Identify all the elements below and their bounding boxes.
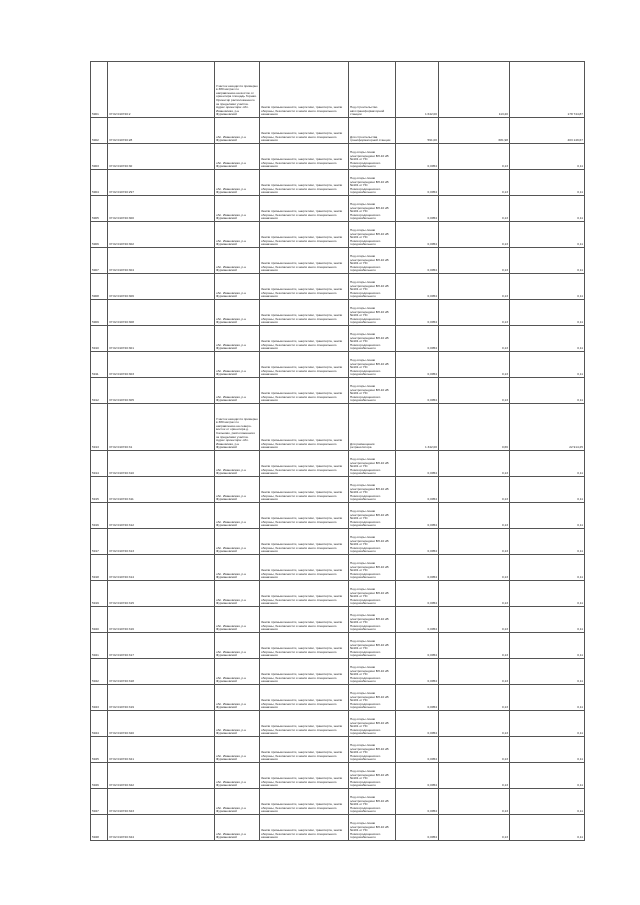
value-cell: 0,11	[510, 503, 585, 529]
rate-cell: 0,13	[439, 815, 510, 841]
value-cell: 0,11	[510, 326, 585, 352]
value-cell: 0,11	[510, 685, 585, 711]
land-category-cell: Земли промышленности, энергетики, транспорта, земли обороны, безопасности и земли иного специального назначения	[260, 300, 349, 326]
table-row	[91, 274, 585, 300]
address-cell: обл. Ивановская, р-н Фурмановский	[215, 352, 260, 378]
area-cell: 0,0054	[396, 555, 439, 581]
row-number-cell: 5916	[91, 503, 108, 529]
table-row	[91, 763, 585, 789]
cadastral-number-cell: 37:02:010720:316	[108, 607, 215, 633]
table-row	[91, 737, 585, 763]
address-cell: обл. Ивановская, р-н Фурмановский	[215, 529, 260, 555]
cadastral-number-cell: 37:02:010720:28	[108, 118, 215, 144]
table-row	[91, 118, 585, 144]
value-cell: 0,11	[510, 555, 585, 581]
rate-cell: 0,13	[439, 170, 510, 196]
cadastral-number-cell: 37:02:010720:313	[108, 529, 215, 555]
permitted-use-cell: Под опоры линии электропередачи ВЛ-10 кВ №101 от ПС Новогородищенского городокабельного	[349, 711, 396, 737]
land-category-cell: Земли промышленности, энергетики, транспорта, земли обороны, безопасности и земли иного специального назначения	[260, 737, 349, 763]
value-cell: 0,11	[510, 222, 585, 248]
rate-cell: 0,13	[439, 633, 510, 659]
row-number-cell: 5915	[91, 477, 108, 503]
cadastral-number-cell: 37:02:010720:297	[108, 170, 215, 196]
address-cell: обл. Ивановская, р-н Фурмановский	[215, 248, 260, 274]
address-cell: обл. Ивановская, р-н Фурмановский	[215, 633, 260, 659]
row-number-cell: 5911	[91, 352, 108, 378]
table-row	[91, 789, 585, 815]
table-row	[91, 529, 585, 555]
rate-cell: 0,13	[439, 352, 510, 378]
value-cell: 0,11	[510, 737, 585, 763]
cadastral-number-cell: 37:02:010720:2	[108, 62, 215, 118]
area-cell: 1 642,00	[396, 62, 439, 118]
permitted-use-cell: Под строительство автотрансформаторной станции	[349, 62, 396, 118]
land-category-cell: Земли промышленности, энергетики, транспорта, земли обороны, безопасности и земли иного специального назначения	[260, 685, 349, 711]
rate-cell: 681,98	[439, 118, 510, 144]
address-cell: обл. Ивановская, р-н Фурмановский	[215, 326, 260, 352]
rate-cell: 0,13	[439, 274, 510, 300]
cadastral-number-cell: 37:02:010720:308	[108, 300, 215, 326]
row-number-cell: 5903	[91, 144, 108, 170]
cadastral-number-cell: 37:02:010720:320	[108, 711, 215, 737]
address-cell: обл. Ивановская, р-н Фурмановский	[215, 378, 260, 404]
row-number-cell: 5918	[91, 555, 108, 581]
cadastral-number-cell: 37:02:010720:306	[108, 274, 215, 300]
value-cell: 0,11	[510, 248, 585, 274]
row-number-cell: 5914	[91, 451, 108, 477]
permitted-use-cell: Под опоры линии электропередачи ВЛ-10 кВ №101 от ПС Новогородищенского городокабельного	[349, 326, 396, 352]
area-cell: 0,0054	[396, 144, 439, 170]
land-category-cell: Земли промышленности, энергетики, транспорта, земли обороны, безопасности и земли иного специального назначения	[260, 607, 349, 633]
area-cell: 0,0054	[396, 529, 439, 555]
row-number-cell: 5908	[91, 274, 108, 300]
land-category-cell: Земли промышленности, энергетики, транспорта, земли обороны, безопасности и земли иного специального назначения	[260, 659, 349, 685]
row-number-cell: 5926	[91, 763, 108, 789]
cadastral-number-cell: 37:02:010720:31	[108, 404, 215, 451]
area-cell: 0,0054	[396, 685, 439, 711]
rate-cell: 0,13	[439, 222, 510, 248]
table-row	[91, 352, 585, 378]
row-number-cell: 5901	[91, 62, 108, 118]
land-category-cell: Земли промышленности, энергетики, транспорта, земли обороны, безопасности и земли иного специального назначения	[260, 815, 349, 841]
cadastral-number-cell: 37:02:010720:311	[108, 477, 215, 503]
table-row	[91, 555, 585, 581]
address-cell: обл. Ивановская, р-н Фурмановский	[215, 659, 260, 685]
row-number-cell: 5905	[91, 196, 108, 222]
area-cell: 0,0054	[396, 815, 439, 841]
rate-cell: 0,13	[439, 300, 510, 326]
table-row	[91, 451, 585, 477]
table-row	[91, 300, 585, 326]
permitted-use-cell: Для размещения ретранслятора	[349, 404, 396, 451]
permitted-use-cell: Под опоры линии электропередачи ВЛ-10 кВ №101 от ПС Новогородищенского городокабельного	[349, 222, 396, 248]
permitted-use-cell: Под опоры линии электропередачи ВЛ-10 кВ №101 от ПС Новогородищенского городокабельного	[349, 607, 396, 633]
area-cell: 0,0054	[396, 300, 439, 326]
land-category-cell: Земли промышленности, энергетики, транспорта, земли обороны, безопасности и земли иного специального назначения	[260, 144, 349, 170]
table-row	[91, 170, 585, 196]
permitted-use-cell: Под опоры линии электропередачи ВЛ-10 кВ №101 от ПС Новогородищенского городокабельного	[349, 503, 396, 529]
address-cell: обл. Ивановская, р-н Фурмановский	[215, 503, 260, 529]
address-cell: обл. Ивановская, р-н Фурмановский	[215, 555, 260, 581]
address-cell: обл. Ивановская, р-н Фурмановский	[215, 711, 260, 737]
row-number-cell: 5919	[91, 581, 108, 607]
land-category-cell: Земли промышленности, энергетики, транспорта, земли обороны, безопасности и земли иного специального назначения	[260, 326, 349, 352]
area-cell: 0,0054	[396, 222, 439, 248]
cadastral-number-cell: 37:02:010720:305	[108, 378, 215, 404]
permitted-use-cell: Под опоры линии электропередачи ВЛ-10 кВ №101 от ПС Новогородищенского городокабельного	[349, 529, 396, 555]
land-category-cell: Земли промышленности, энергетики, транспорта, земли обороны, безопасности и земли иного специального назначения	[260, 555, 349, 581]
rate-cell: 0,13	[439, 326, 510, 352]
permitted-use-cell: Под опоры линии электропередачи ВЛ-10 кВ №101 от ПС Новогородищенского городокабельного	[349, 581, 396, 607]
value-cell: 178 744,87	[510, 62, 585, 118]
value-cell: 0,11	[510, 170, 585, 196]
cadastral-number-cell: 37:02:010720:302	[108, 222, 215, 248]
permitted-use-cell: Под опоры линии электропередачи ВЛ-10 кВ №101 от ПС Новогородищенского городокабельного	[349, 763, 396, 789]
land-category-cell: Земли промышленности, энергетики, транспорта, земли обороны, безопасности и земли иного специального назначения	[260, 404, 349, 451]
land-category-cell: Земли промышленности, энергетики, транспорта, земли обороны, безопасности и земли иного специального назначения	[260, 763, 349, 789]
table-row	[91, 144, 585, 170]
table-row	[91, 62, 585, 118]
address-cell: обл. Ивановская, р-н Фурмановский	[215, 763, 260, 789]
table-row	[91, 378, 585, 404]
row-number-cell: 5917	[91, 529, 108, 555]
land-category-cell: Земли промышленности, энергетики, транспорта, земли обороны, безопасности и земли иного специального назначения	[260, 633, 349, 659]
value-cell: 0,11	[510, 196, 585, 222]
address-cell: обл. Ивановская, р-н Фурмановский	[215, 737, 260, 763]
value-cell: 0,11	[510, 144, 585, 170]
cadastral-number-cell: 37:02:010720:312	[108, 503, 215, 529]
address-cell: обл. Ивановская, р-н Фурмановский	[215, 685, 260, 711]
land-category-cell: Земли промышленности, энергетики, транспорта, земли обороны, безопасности и земли иного специального назначения	[260, 529, 349, 555]
land-category-cell: Земли промышленности, энергетики, транспорта, земли обороны, безопасности и земли иного специального назначения	[260, 581, 349, 607]
land-category-cell: Земли промышленности, энергетики, транспорта, земли обороны, безопасности и земли иного специального назначения	[260, 248, 349, 274]
rate-cell: 0,13	[439, 607, 510, 633]
land-category-cell: Земли промышленности, энергетики, транспорта, земли обороны, безопасности и земли иного специального назначения	[260, 222, 349, 248]
address-cell: обл. Ивановская, р-н Фурмановский	[215, 451, 260, 477]
table-row	[91, 815, 585, 841]
row-number-cell: 5922	[91, 659, 108, 685]
permitted-use-cell: Для строительства трансформаторной станции	[349, 118, 396, 144]
area-cell: 0,0054	[396, 711, 439, 737]
row-number-cell: 5928	[91, 815, 108, 841]
rate-cell: 0,13	[439, 196, 510, 222]
value-cell: 0,11	[510, 633, 585, 659]
value-cell: 0,11	[510, 300, 585, 326]
area-cell: 0,0054	[396, 352, 439, 378]
permitted-use-cell: Под опоры линии электропередачи ВЛ-10 кВ №101 от ПС Новогородищенского городокабельного	[349, 737, 396, 763]
land-category-cell: Земли промышленности, энергетики, транспорта, земли обороны, безопасности и земли иного специального назначения	[260, 451, 349, 477]
table-row	[91, 659, 585, 685]
cadastral-number-cell: 37:02:010720:317	[108, 633, 215, 659]
area-cell: 0,0054	[396, 477, 439, 503]
row-number-cell: 5910	[91, 326, 108, 352]
permitted-use-cell: Под опоры линии электропередачи ВЛ-10 кВ №101 от ПС Новогородищенского городокабельного	[349, 196, 396, 222]
rate-cell: 0,13	[439, 477, 510, 503]
value-cell: 0,11	[510, 529, 585, 555]
cadastral-number-cell: 37:02:010720:314	[108, 555, 215, 581]
permitted-use-cell: Под опоры линии электропередачи ВЛ-10 кВ №101 от ПС Новогородищенского городокабельного	[349, 477, 396, 503]
table-row	[91, 222, 585, 248]
value-cell: 0,11	[510, 659, 585, 685]
row-number-cell: 5907	[91, 248, 108, 274]
table-row	[91, 607, 585, 633]
cadastral-number-cell: 37:02:010720:315	[108, 581, 215, 607]
rate-cell: 0,13	[439, 529, 510, 555]
address-cell: обл. Ивановская, р-н Фурмановский	[215, 815, 260, 841]
address-cell: обл. Ивановская, р-н Фурмановский	[215, 300, 260, 326]
row-number-cell: 5927	[91, 789, 108, 815]
permitted-use-cell: Под опоры линии электропередачи ВЛ-10 кВ №101 от ПС Новогородищенского городокабельного	[349, 685, 396, 711]
table-row	[91, 248, 585, 274]
value-cell: 0,11	[510, 815, 585, 841]
land-category-cell: Земли промышленности, энергетики, транспорта, земли обороны, безопасности и земли иного специального назначения	[260, 196, 349, 222]
rate-cell: 0,13	[439, 659, 510, 685]
rate-cell: 0,13	[439, 789, 510, 815]
rate-cell: 0,13	[439, 144, 510, 170]
area-cell: 0,0054	[396, 607, 439, 633]
value-cell: 403 149,67	[510, 118, 585, 144]
cadastral-number-cell: 37:02:010720:323	[108, 789, 215, 815]
land-plot-table	[90, 61, 585, 841]
area-cell: 0,0054	[396, 789, 439, 815]
permitted-use-cell: Под опоры линии электропередачи ВЛ-10 кВ №101 от ПС Новогородищенского городокабельного	[349, 633, 396, 659]
rate-cell: 0,13	[439, 451, 510, 477]
area-cell: 591,00	[396, 118, 439, 144]
land-category-cell: Земли промышленности, энергетики, транспорта, земли обороны, безопасности и земли иного специального назначения	[260, 477, 349, 503]
value-cell: 0,11	[510, 789, 585, 815]
area-cell: 0,0054	[396, 451, 439, 477]
value-cell: 0,11	[510, 581, 585, 607]
area-cell: 0,0054	[396, 248, 439, 274]
row-number-cell: 5904	[91, 170, 108, 196]
address-cell: обл. Ивановская, р-н Фурмановский	[215, 607, 260, 633]
area-cell: 0,0054	[396, 581, 439, 607]
rate-cell: 0,13	[439, 503, 510, 529]
cadastral-number-cell: 37:02:010720:321	[108, 737, 215, 763]
land-category-cell: Земли промышленности, энергетики, транспорта, земли обороны, безопасности и земли иного специального назначения	[260, 170, 349, 196]
cadastral-number-cell: 37:02:010720:319	[108, 685, 215, 711]
cadastral-number-cell: 37:02:010720:304	[108, 248, 215, 274]
table-row	[91, 326, 585, 352]
area-cell: 0,0054	[396, 378, 439, 404]
table-row	[91, 685, 585, 711]
land-category-cell: Земли промышленности, энергетики, транспорта, земли обороны, безопасности и земли иного специального назначения	[260, 711, 349, 737]
area-cell: 0,0054	[396, 196, 439, 222]
land-category-cell: Земли промышленности, энергетики, транспорта, земли обороны, безопасности и земли иного специального назначения	[260, 789, 349, 815]
land-category-cell: Земли промышленности, энергетики, транспорта, земли обороны, безопасности и земли иного специального назначения	[260, 118, 349, 144]
value-cell: 0,11	[510, 274, 585, 300]
rate-cell: 0,13	[439, 555, 510, 581]
table-row	[91, 196, 585, 222]
value-cell: 0,11	[510, 763, 585, 789]
cadastral-number-cell: 37:02:010720:30	[108, 144, 215, 170]
address-cell: обл. Ивановская, р-н Фурмановский	[215, 196, 260, 222]
row-number-cell: 5906	[91, 222, 108, 248]
table-row	[91, 581, 585, 607]
table-row	[91, 711, 585, 737]
row-number-cell: 5902	[91, 118, 108, 144]
permitted-use-cell: Под опоры линии электропередачи ВЛ-10 кВ №101 от ПС Новогородищенского городокабельного	[349, 789, 396, 815]
cadastral-number-cell: 37:02:010720:303	[108, 352, 215, 378]
value-cell: 0,11	[510, 378, 585, 404]
value-cell: 0,11	[510, 477, 585, 503]
permitted-use-cell: Под опоры линии электропередачи ВЛ-10 кВ №101 от ПС Новогородищенского городокабельного	[349, 300, 396, 326]
value-cell: 0,11	[510, 352, 585, 378]
permitted-use-cell: Под опоры линии электропередачи ВЛ-10 кВ №101 от ПС Новогородищенского городокабельного	[349, 815, 396, 841]
area-cell: 0,0054	[396, 659, 439, 685]
permitted-use-cell: Под опоры линии электропередачи ВЛ-10 кВ №101 от ПС Новогородищенского городокабельного	[349, 144, 396, 170]
table-row	[91, 477, 585, 503]
value-cell: 0,11	[510, 451, 585, 477]
rate-cell: 0,13	[439, 685, 510, 711]
permitted-use-cell: Под опоры линии электропередачи ВЛ-10 кВ №101 от ПС Новогородищенского городокабельного	[349, 274, 396, 300]
rate-cell: 0,13	[439, 581, 510, 607]
row-number-cell: 5923	[91, 685, 108, 711]
cadastral-number-cell: 37:02:010720:300	[108, 196, 215, 222]
cadastral-number-cell: 37:02:010720:324	[108, 815, 215, 841]
land-category-cell: Земли промышленности, энергетики, транспорта, земли обороны, безопасности и земли иного специального назначения	[260, 352, 349, 378]
address-cell: обл. Ивановская, р-н Фурмановский	[215, 170, 260, 196]
area-cell: 0,0054	[396, 633, 439, 659]
table-row	[91, 404, 585, 451]
row-number-cell: 5924	[91, 711, 108, 737]
address-cell: обл. Ивановская, р-н Фурмановский	[215, 144, 260, 170]
row-number-cell: 5921	[91, 633, 108, 659]
row-number-cell: 5925	[91, 737, 108, 763]
land-category-cell: Земли промышленности, энергетики, транспорта, земли обороны, безопасности и земли иного специального назначения	[260, 378, 349, 404]
cadastral-number-cell: 37:02:010720:301	[108, 326, 215, 352]
address-cell: обл. Ивановская, р-н Фурмановский	[215, 581, 260, 607]
cadastral-number-cell: 37:02:010720:310	[108, 451, 215, 477]
permitted-use-cell: Под опоры линии электропередачи ВЛ-10 кВ №101 от ПС Новогородищенского городокабельного	[349, 352, 396, 378]
address-cell: обл. Ивановская, р-н Фурмановский	[215, 118, 260, 144]
rate-cell: 0,13	[439, 763, 510, 789]
land-category-cell: Земли промышленности, энергетики, транспорта, земли обороны, безопасности и земли иного специального назначения	[260, 503, 349, 529]
address-cell: Участок находится примерно в 380 метрах по направлению на северо-восток от ориентира д. Сальково, расположенного за пределами участка. Адрес ориентира: обл. Ивановская, р-н Фурмановский	[215, 404, 260, 451]
row-number-cell: 5912	[91, 378, 108, 404]
area-cell: 1 342,00	[396, 404, 439, 451]
permitted-use-cell: Под опоры линии электропередачи ВЛ-10 кВ №101 от ПС Новогородищенского городокабельного	[349, 659, 396, 685]
rate-cell: 0,13	[439, 248, 510, 274]
land-category-cell: Земли промышленности, энергетики, транспорта, земли обороны, безопасности и земли иного специального назначения	[260, 62, 349, 118]
area-cell: 0,0054	[396, 763, 439, 789]
rate-cell: 0,66	[439, 404, 510, 451]
table-body	[91, 62, 585, 841]
rate-cell: 0,13	[439, 711, 510, 737]
cadastral-number-cell: 37:02:010720:318	[108, 659, 215, 685]
value-cell: 0,11	[510, 607, 585, 633]
cadastral-number-cell: 37:02:010720:322	[108, 763, 215, 789]
address-cell: обл. Ивановская, р-н Фурмановский	[215, 477, 260, 503]
row-number-cell: 5909	[91, 300, 108, 326]
row-number-cell: 5920	[91, 607, 108, 633]
area-cell: 0,0054	[396, 170, 439, 196]
address-cell: обл. Ивановская, р-н Фурмановский	[215, 789, 260, 815]
address-cell: обл. Ивановская, р-н Фурмановский	[215, 222, 260, 248]
rate-cell: 113,20	[439, 62, 510, 118]
address-cell: обл. Ивановская, р-н Фурмановский	[215, 274, 260, 300]
table-row	[91, 503, 585, 529]
permitted-use-cell: Под опоры линии электропередачи ВЛ-10 кВ №101 от ПС Новогородищенского городокабельного	[349, 555, 396, 581]
permitted-use-cell: Под опоры линии электропередачи ВЛ-10 кВ №101 от ПС Новогородищенского городокабельного	[349, 378, 396, 404]
row-number-cell: 5913	[91, 404, 108, 451]
rate-cell: 0,13	[439, 737, 510, 763]
permitted-use-cell: Под опоры линии электропередачи ВЛ-10 кВ №101 от ПС Новогородищенского городокабельного	[349, 451, 396, 477]
rate-cell: 0,13	[439, 378, 510, 404]
permitted-use-cell: Под опоры линии электропередачи ВЛ-10 кВ №101 от ПС Новогородищенского городокабельного	[349, 170, 396, 196]
permitted-use-cell: Под опоры линии электропередачи ВЛ-10 кВ №101 от ПС Новогородищенского городокабельного	[349, 248, 396, 274]
area-cell: 0,0054	[396, 274, 439, 300]
address-cell: Участок находится примерно в 380 метрах по направлению на восток от ориентира площадь Горная. Ориентир расположенного за пределами участка. Адрес ориентира: обл. Ивановская, р-н Фурмановский	[215, 62, 260, 118]
value-cell: 0,11	[510, 711, 585, 737]
table-row	[91, 633, 585, 659]
area-cell: 0,0054	[396, 326, 439, 352]
area-cell: 0,0054	[396, 737, 439, 763]
land-category-cell: Земли промышленности, энергетики, транспорта, земли обороны, безопасности и земли иного специального назначения	[260, 274, 349, 300]
value-cell: 22 914,25	[510, 404, 585, 451]
area-cell: 0,0054	[396, 503, 439, 529]
